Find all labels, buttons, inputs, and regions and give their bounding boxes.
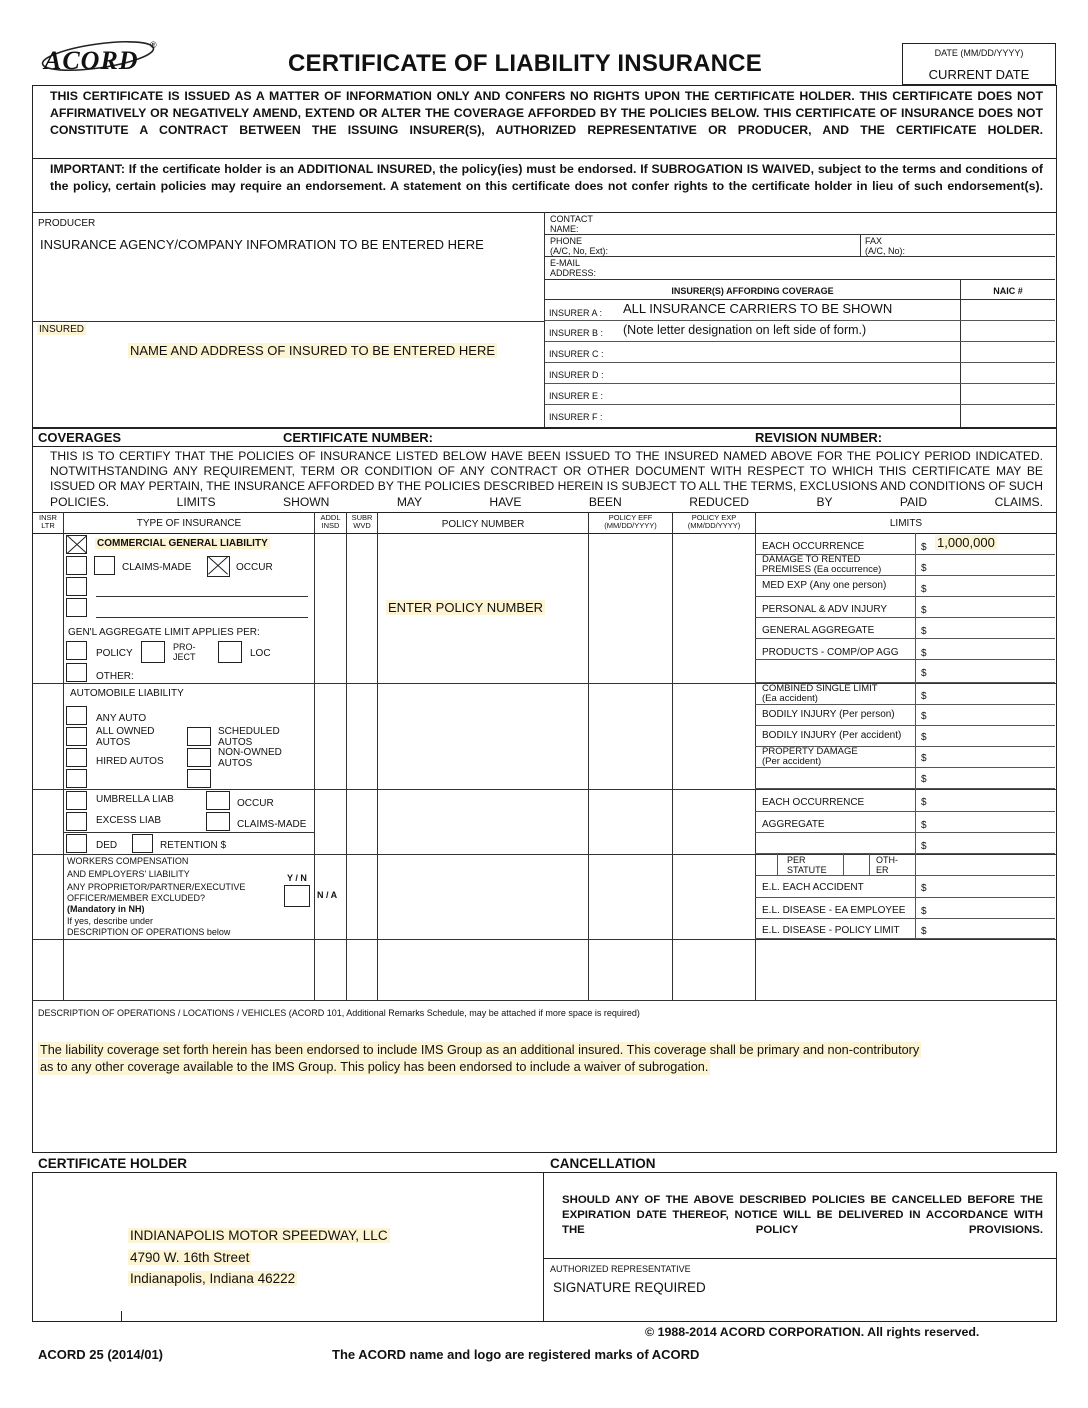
important-text: IMPORTANT: If the certificate holder is an ADDITIONAL INSURED, the policy(ies) must be endorsed. If SUBROGATION IS WAIVED, subject to the terms and conditions of the policy, certain policies may require an endorsement. A statement on this certificate does not confer rights to the certificate holder in lieu of such endorsement(s). — [50, 162, 1043, 194]
authorized-rep-label: AUTHORIZED REPRESENTATIVE — [550, 1264, 691, 1274]
fax-label: FAX (A/C, No): — [865, 236, 906, 256]
gl-policy-row-checkbox[interactable] — [66, 641, 87, 660]
workers-line2: AND EMPLOYERS' LIABILITY — [67, 869, 190, 879]
col-exp: POLICY EXP (MM/DD/YYYY) — [687, 513, 741, 530]
col-addl: ADDL INSD — [320, 513, 341, 530]
notice-text: THIS CERTIFICATE IS ISSUED AS A MATTER OF INFORMATION ONLY AND CONFERS NO RIGHTS UPON THE CERTIFICATE HOLDER. THIS CERTIFICATE DOES NOT AFFIRMATIVELY OR NEGATIVELY AMEND, EXTEND OR ALTER THE COVERAGE AFFORDED BY THE POLICIES BELOW. THIS CERTIFICATE OF INSURANCE DOES NOT CONSTITUTE A CONTRACT BETWEEN THE ISSUING INSURER(S), AUTHORIZED REPRESENTATIVE OR PRODUCER, AND THE CERTIFICATE HOLDER. — [50, 89, 1043, 138]
ded-checkbox[interactable] — [66, 834, 87, 853]
claims-made-checkbox[interactable] — [94, 556, 115, 575]
all-owned-checkbox[interactable] — [66, 727, 87, 746]
form-id: ACORD 25 (2014/01) — [38, 1347, 163, 1362]
gl-each-occurrence-value[interactable]: 1,000,000 — [937, 535, 995, 550]
workers-line3: ANY PROPRIETOR/PARTNER/EXECUTIVE — [67, 882, 246, 892]
umbrella-occur-checkbox[interactable] — [206, 791, 230, 810]
holder-box — [32, 1172, 544, 1322]
phone-label: PHONE (A/C, No, Ext): — [550, 236, 609, 256]
workers-na: N / A — [317, 890, 338, 900]
retention-checkbox[interactable] — [132, 834, 153, 853]
gl-policy-number[interactable]: ENTER POLICY NUMBER — [388, 600, 544, 615]
col-policy-number: POLICY NUMBER — [441, 519, 525, 530]
naic-label: NAIC # — [993, 286, 1023, 296]
description-line2[interactable]: as to any other coverage available to the IMS Group. This policy has been endorsed to include a waiver of subrogation. — [40, 1060, 709, 1074]
workers-yn: Y / N — [287, 873, 307, 883]
insured-label: INSURED — [39, 324, 85, 335]
auto-blank-checkbox-1[interactable] — [66, 769, 87, 788]
limit-auto-combined: COMBINED SINGLE LIMIT (Ea accident) $ — [755, 683, 1055, 705]
limit-auto-bodily-accident: BODILY INJURY (Per accident) $ — [755, 726, 1055, 747]
gl-other-row-checkbox[interactable] — [66, 663, 87, 682]
umbrella-claims-made-checkbox[interactable] — [206, 812, 230, 831]
limit-gl-blank: $ — [755, 660, 1055, 683]
coverages-label: COVERAGES — [38, 430, 122, 445]
col-insr-ltr: INSR LTR — [39, 513, 57, 530]
umbrella-occur-label: OCCUR — [237, 798, 274, 809]
gl-checkbox[interactable] — [66, 535, 87, 554]
date-label: DATE (MM/DD/YYYY) — [934, 48, 1024, 58]
producer-label: PRODUCER — [38, 218, 96, 229]
description-line1[interactable]: The liability coverage set forth herein has been endorsed to include IMS Group as an additional insured. This coverage shall be primary and non-contributory — [40, 1043, 920, 1057]
insurers-header: INSURER(S) AFFORDING COVERAGE — [671, 286, 834, 296]
authorized-rep-value[interactable]: SIGNATURE REQUIRED — [553, 1280, 706, 1295]
gl-row3-checkbox[interactable] — [66, 577, 87, 596]
limit-workers-disease-policy: E.L. DISEASE - POLICY LIMIT $ — [755, 919, 1055, 939]
col-limits: LIMITS — [889, 518, 923, 529]
limit-gl-med-exp: MED EXP (Any one person) $ — [755, 576, 1055, 597]
certificate-holder-label: CERTIFICATE HOLDER — [38, 1156, 187, 1171]
cancellation-label: CANCELLATION — [550, 1156, 656, 1171]
limit-gl-products: PRODUCTS - COMP/OP AGG $ — [755, 639, 1055, 660]
workers-line5: (Mandatory in NH) — [67, 904, 145, 914]
claims-made-label: CLAIMS-MADE — [122, 562, 192, 573]
occur-checkbox[interactable] — [207, 556, 230, 577]
auto-title: AUTOMOBILE LIABILITY — [70, 688, 184, 699]
scheduled-checkbox[interactable] — [187, 727, 211, 746]
holder-address2[interactable]: Indianapolis, Indiana 46222 — [130, 1271, 296, 1286]
gl-loc-label: LOC — [250, 648, 271, 659]
col-subr: SUBR WVD — [351, 513, 373, 530]
excess-checkbox[interactable] — [66, 812, 87, 831]
gl-aggregate-label: GEN'L AGGREGATE LIMIT APPLIES PER: — [68, 627, 260, 638]
scheduled-label: SCHEDULED AUTOS — [218, 726, 280, 748]
form-title: CERTIFICATE OF LIABILITY INSURANCE — [288, 50, 762, 77]
oth-er-label: OTH- ER — [876, 855, 898, 875]
insurer-row-b: INSURER B : (Note letter designation on left side of form.) — [545, 321, 1055, 342]
certificate-number-label: CERTIFICATE NUMBER: — [283, 430, 433, 445]
limit-workers-each-accident: E.L. EACH ACCIDENT $ — [755, 876, 1055, 898]
non-owned-label: NON-OWNED AUTOS — [218, 747, 282, 769]
trademark-notice: The ACORD name and logo are registered marks of ACORD — [332, 1347, 700, 1362]
copyright: © 1988-2014 ACORD CORPORATION. All rights reserved. — [645, 1325, 980, 1339]
gl-row2-checkbox[interactable] — [66, 556, 87, 575]
any-auto-label: ANY AUTO — [96, 713, 147, 724]
acord-logo: ACORD ® — [38, 38, 163, 78]
cancellation-text: SHOULD ANY OF THE ABOVE DESCRIBED POLICIES BE CANCELLED BEFORE THE EXPIRATION DATE THEREOF, NOTICE WILL BE DELIVERED IN ACCORDANCE WITH THE POLICY PROVISIONS. — [562, 1194, 1043, 1237]
excess-label: EXCESS LIAB — [96, 815, 162, 826]
date-box — [902, 43, 1056, 85]
revision-number-label: REVISION NUMBER: — [755, 430, 883, 445]
insurer-row-d: INSURER D : — [545, 363, 1055, 384]
umbrella-claims-made-label: CLAIMS-MADE — [237, 819, 307, 830]
coverages-statement: THIS IS TO CERTIFY THAT THE POLICIES OF INSURANCE LISTED BELOW HAVE BEEN ISSUED TO THE INSURED NAMED ABOVE FOR THE POLICY PERIOD INDICATED. NOTWITHSTANDING ANY REQUIREMENT, TERM OR CONDITION OF ANY CONTRACT OR OTHER DOCUMENT WITH RESPECT TO WHICH THIS CERTIFICATE MAY BE ISSUED OR MAY PERTAIN, THE INSURANCE AFFORDED BY THE POLICIES DESCRIBED HEREIN IS SUBJECT TO ALL THE TERMS, EXCLUSIONS AND CONDITIONS OF SUCH POLICIES. LIMITS SHOWN MAY HAVE BEEN REDUCED BY PAID CLAIMS. — [50, 449, 1043, 509]
umbrella-checkbox[interactable] — [66, 791, 87, 810]
holder-name[interactable]: INDIANAPOLIS MOTOR SPEEDWAY, LLC — [130, 1228, 388, 1243]
insurer-b-value[interactable]: (Note letter designation on left side of form.) — [623, 323, 867, 337]
non-owned-checkbox[interactable] — [187, 748, 211, 767]
per-statute-label: PER STATUTE — [787, 855, 827, 875]
limit-gl-each-occurrence: EACH OCCURRENCE $ 1,000,000 — [755, 533, 1055, 555]
workers-line4: OFFICER/MEMBER EXCLUDED? — [67, 893, 206, 903]
insured-value[interactable]: NAME AND ADDRESS OF INSURED TO BE ENTERED HERE — [130, 343, 496, 358]
limit-umbrella-blank: $ — [755, 833, 1055, 854]
description-label: DESCRIPTION OF OPERATIONS / LOCATIONS / VEHICLES (ACORD 101, Additional Remarks Schedule, may be attached if more space is required) — [38, 1008, 640, 1018]
all-owned-label: ALL OWNED AUTOS — [96, 726, 155, 748]
gl-policy-label: POLICY — [96, 648, 133, 659]
ded-label: DED — [96, 840, 118, 851]
limit-auto-bodily-person: BODILY INJURY (Per person) $ — [755, 705, 1055, 726]
limit-auto-blank: $ — [755, 768, 1055, 789]
col-type: TYPE OF INSURANCE — [136, 518, 242, 529]
gl-loc-checkbox[interactable] — [218, 641, 242, 663]
workers-line1: WORKERS COMPENSATION — [67, 856, 189, 866]
email-label: E-MAIL ADDRESS: — [550, 258, 597, 278]
limit-umbrella-aggregate: AGGREGATE $ — [755, 812, 1055, 833]
col-eff: POLICY EFF (MM/DD/YYYY) — [604, 513, 657, 530]
gl-project-checkbox[interactable] — [141, 641, 165, 663]
gl-project-label: PRO- JECT — [173, 642, 196, 662]
insurer-a-value[interactable]: ALL INSURANCE CARRIERS TO BE SHOWN — [623, 301, 893, 316]
umbrella-label: UMBRELLA LIAB — [96, 794, 174, 805]
hired-label: HIRED AUTOS — [96, 756, 164, 767]
limit-gl-general-aggregate: GENERAL AGGREGATE $ — [755, 618, 1055, 639]
gl-other-label: OTHER: — [96, 671, 134, 682]
limit-umbrella-each-occurrence: EACH OCCURRENCE $ — [755, 789, 1055, 812]
auto-blank-checkbox-2[interactable] — [187, 769, 211, 788]
contact-name-label: CONTACT NAME: — [550, 214, 593, 234]
hired-checkbox[interactable] — [66, 748, 87, 767]
insurer-row-e: INSURER E : — [545, 384, 1055, 405]
insurer-row-c: INSURER C : — [545, 342, 1055, 363]
gl-title: COMMERCIAL GENERAL LIABILITY — [97, 538, 268, 549]
gl-row4-checkbox[interactable] — [66, 598, 87, 617]
limit-gl-damage-rented: DAMAGE TO RENTED PREMISES (Ea occurrence) $ — [755, 555, 1055, 576]
workers-line6: If yes, describe under — [67, 916, 154, 926]
limit-auto-property: PROPERTY DAMAGE (Per accident) $ — [755, 747, 1055, 768]
insurer-row-a: INSURER A : ALL INSURANCE CARRIERS TO BE SHOWN — [545, 299, 1055, 321]
date-value[interactable]: CURRENT DATE — [928, 67, 1030, 82]
holder-address1[interactable]: 4790 W. 16th Street — [130, 1250, 250, 1265]
retention-label: RETENTION $ — [160, 840, 227, 851]
occur-label: OCCUR — [236, 562, 273, 573]
limit-gl-personal-adv: PERSONAL & ADV INJURY $ — [755, 597, 1055, 618]
workers-yn-checkbox[interactable] — [284, 885, 310, 907]
any-auto-checkbox[interactable] — [66, 706, 87, 725]
limit-workers-statute — [755, 854, 1055, 876]
workers-line7: DESCRIPTION OF OPERATIONS below — [67, 927, 231, 937]
insurer-row-f: INSURER F : — [549, 412, 603, 422]
limit-workers-disease-employee: E.L. DISEASE - EA EMPLOYEE $ — [755, 898, 1055, 919]
producer-value[interactable]: INSURANCE AGENCY/COMPANY INFOMRATION TO BE ENTERED HERE — [40, 237, 484, 252]
